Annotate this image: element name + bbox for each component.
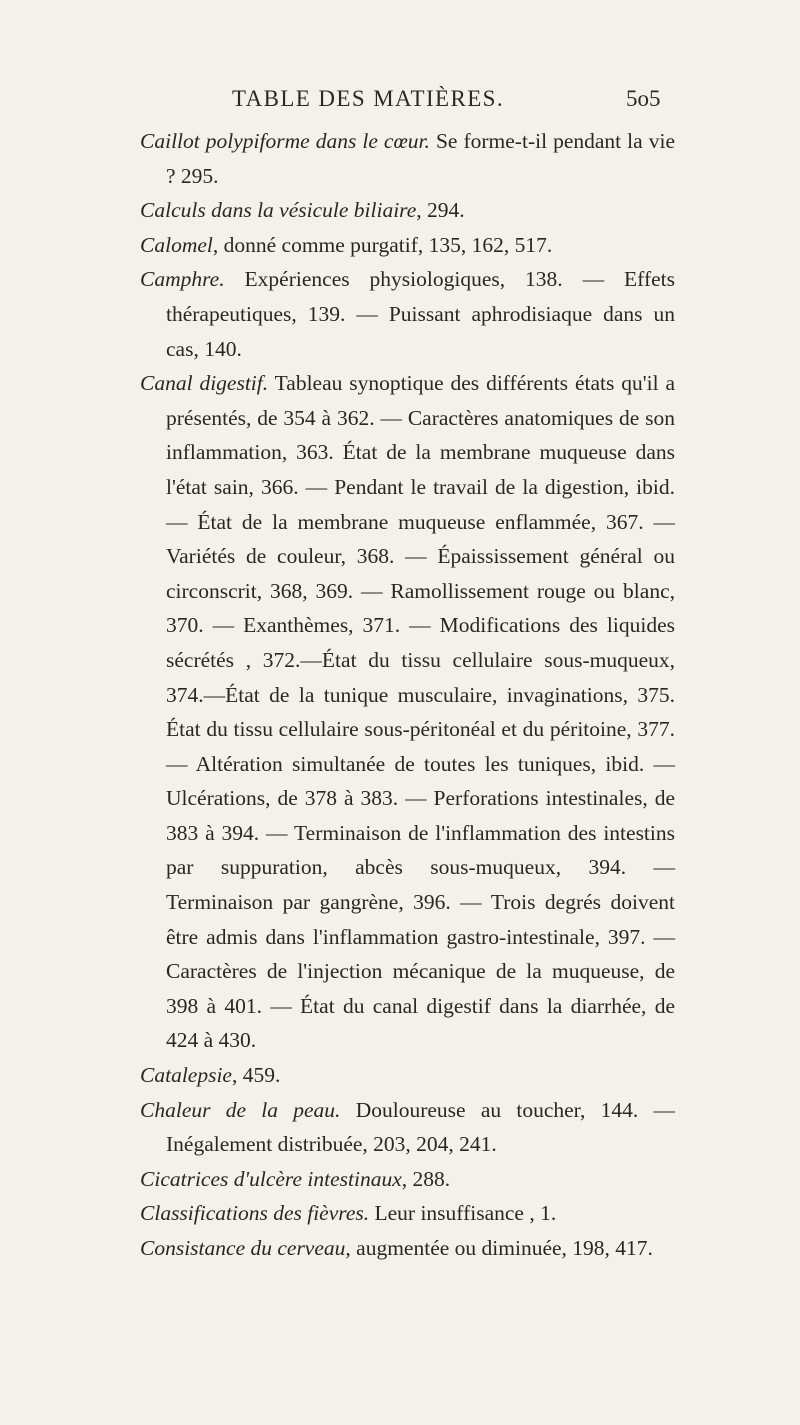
index-entries [140,124,675,1266]
entry-term: Classifications des fièvres. [140,1201,370,1226]
entry-term: Camphre. [140,267,225,292]
entry-term: Canal digestif. [140,371,269,396]
index-entry-calculs [140,193,675,228]
entry-text: Expériences physiologiques, 138. — Effets thérapeutiques, 139. — Puissant aphrodisiaque dans un cas, 140. [166,267,675,361]
index-entry-caillot [140,124,675,193]
entry-text: , donné comme purgatif, 135, 162, 517. [212,232,553,257]
index-entry-consistance [140,1231,675,1266]
entry-text: , 288. [401,1166,451,1191]
index-entry-canal-digestif [140,366,675,1058]
entry-term: Calculs dans la vésicule biliaire [140,198,417,223]
entry-term: Cicatrices d'ulcère intestinaux [140,1166,402,1191]
index-entry-classifications [140,1196,675,1231]
entry-term: Consistance du cerveau [140,1236,346,1260]
entry-term: Chaleur de la peau. [140,1097,341,1122]
entry-text: , 294. [416,198,465,223]
entry-text: , 459. [231,1063,281,1088]
index-entry-camphre [140,262,675,366]
index-entry-chaleur [140,1093,675,1162]
index-entry-catalepsie [140,1058,675,1093]
running-title: TABLE DES MATIÈRES. [232,86,505,111]
entry-text: Leur insuffisance , 1. [369,1201,557,1226]
entry-text: Se forme-t-il pendant la vie ? 295. [166,129,675,188]
entry-term: Calomel [140,232,213,257]
page-number: 5o5 [626,86,661,111]
entry-text: , augmentée ou diminuée, 198, 417. [345,1236,653,1260]
entry-text: Douloureuse au toucher, 144. — Inégalement distribuée, 203, 204, 241. [166,1097,675,1157]
index-entry-calomel [140,228,675,263]
page-header [0,86,800,126]
entry-text: Tableau synoptique des différents états qu'il a présentés, de 354 à 362. — Caractères anatomiques de son inflammation, 363. État de la membrane muqueuse dans l'état sain, 366. — Pendant le travail de la digestion, ibid. — État de la membrane muqueuse enflammée, 367. — Variétés de couleur, 368. — Épaississement général ou circonscrit, 368, 369. — Ramollissement rouge ou blanc, 370. — Exanthèmes, 371. — Modifications des liquides sécrétés , 372.—État du tissu cellulaire sous-muqueux, 374.—État de la tunique musculaire, invaginations, 375. État du tissu cellulaire sous-péritonéal et du péritoine, 377. — Altération simultanée de toutes les tuniques, ibid. — Ulcérations, de 378 à 383. — Perforations intestinales, de 383 à 394. — Terminaison de l'inflammation des intestins par suppuration, abcès sous-muqueux, 394. — Terminaison par gangrène, 396. — Trois degrés doivent être admis dans l'inflammation gastro-intestinale, 397. — Caractères de l'injection mécanique de la muqueuse, de 398 à 401. — État du canal digestif dans la diarrhée, de 424 à 430. [166,371,675,1053]
index-entry-cicatrices [140,1162,675,1197]
entry-term: Caillot polypiforme dans le cœur. [140,129,430,153]
entry-term: Catalepsie [140,1063,232,1088]
